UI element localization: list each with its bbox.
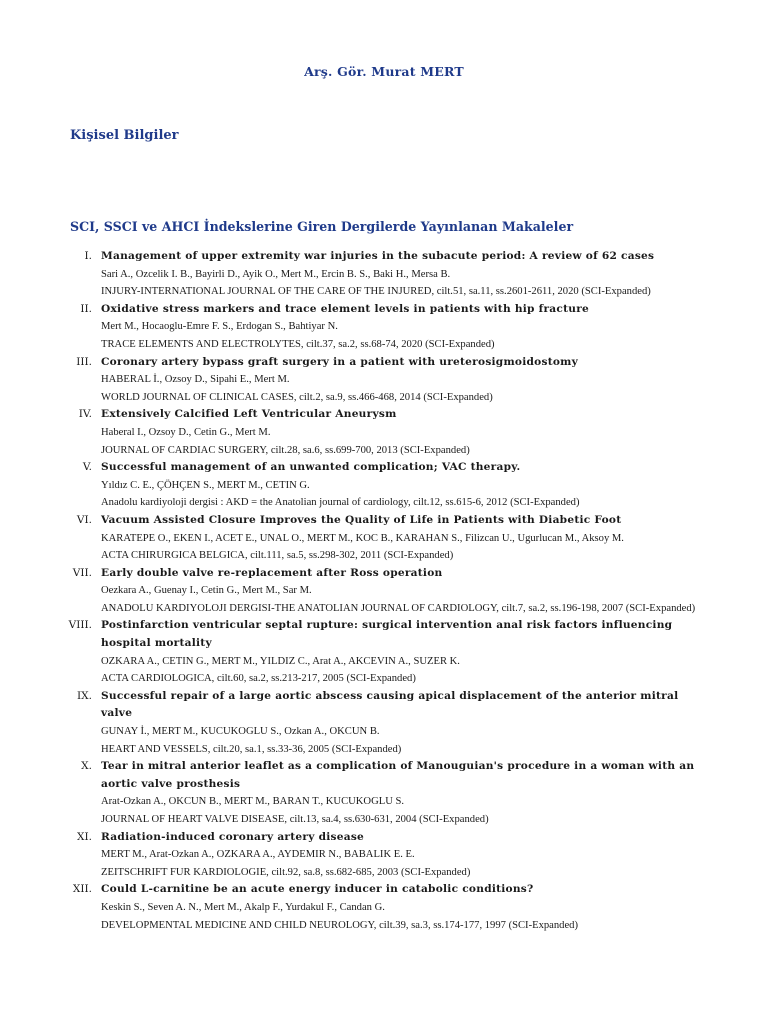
publication-item (0, 617, 768, 687)
publication-number: II. (80, 302, 92, 315)
publication-authors: Keskin S., Seven A. N., Mert M., Akalp F., Yurdakul F., Candan G. (101, 901, 385, 913)
publication-title: Postinfarction ventricular septal rupture: surgical intervention anal risk factors influencing hospital mortality (101, 619, 673, 650)
publication-journal: WORLD JOURNAL OF CLINICAL CASES, cilt.2, sa.9, ss.466-468, 2014 (SCI-Expanded) (101, 391, 493, 403)
publication-item (0, 301, 768, 354)
publication-authors: Haberal I., Ozsoy D., Cetin G., Mert M. (101, 426, 271, 438)
publication-title: Radiation-induced coronary artery disease (101, 830, 365, 843)
publication-list (0, 248, 768, 934)
publication-journal: ANADOLU KARDIYOLOJI DERGISI-THE ANATOLIAN JOURNAL OF CARDIOLOGY, cilt.7, sa.2, ss.196-198, 2007 (SCI-Expanded) (101, 602, 696, 614)
publication-journal: JOURNAL OF CARDIAC SURGERY, cilt.28, sa.6, ss.699-700, 2013 (SCI-Expanded) (101, 444, 470, 456)
person-name: Arş. Gör. Murat MERT (304, 64, 464, 79)
publication-item (0, 406, 768, 459)
publication-title: Management of upper extremity war injuries in the subacute period: A review of 62 cases (101, 250, 655, 262)
publication-number: V. (82, 461, 92, 474)
publication-title: Oxidative stress markers and trace element levels in patients with hip fracture (101, 302, 590, 315)
publication-title: Successful management of an unwanted complication; VAC therapy. (101, 461, 521, 474)
publication-journal: HEART AND VESSELS, cilt.20, sa.1, ss.33-36, 2005 (SCI-Expanded) (101, 743, 402, 755)
publication-journal: JOURNAL OF HEART VALVE DISEASE, cilt.13, sa.4, ss.630-631, 2004 (SCI-Expanded) (101, 814, 489, 825)
publication-authors: Oezkara A., Guenay I., Cetin G., Mert M., Sar M. (101, 585, 312, 597)
publication-item (0, 565, 768, 618)
articles-section-heading: SCI, SSCI ve AHCI İndekslerine Giren Dergilerde Yayınlanan Makaleler (70, 219, 574, 234)
publication-title: Coronary artery bypass graft surgery in a patient with ureterosigmoidostomy (101, 355, 579, 368)
publication-item (0, 758, 768, 828)
publication-journal: TRACE ELEMENTS AND ELECTROLYTES, cilt.37, sa.2, ss.68-74, 2020 (SCI-Expanded) (101, 338, 495, 350)
publication-item (0, 248, 768, 301)
publication-journal: Anadolu kardiyoloji dergisi : AKD = the Anatolian journal of cardiology, cilt.12, ss.615-6, 2012 (SCI-Expanded) (101, 497, 580, 509)
publication-number: XI. (77, 830, 92, 843)
publication-journal: ZEITSCHRIFT FUR KARDIOLOGIE, cilt.92, sa.8, ss.682-685, 2003 (SCI-Expanded) (101, 866, 471, 878)
publication-authors: OZKARA A., CETIN G., MERT M., YILDIZ C., Arat A., AKCEVIN A., SUZER K. (101, 655, 460, 667)
publication-item (0, 354, 768, 407)
publication-number: VI. (76, 513, 92, 526)
publication-authors: KARATEPE O., EKEN I., ACET E., UNAL O., MERT M., KOC B., KARAHAN S., Filizcan U., Ugurlucan M., Aksoy M. (101, 532, 624, 544)
publication-item (0, 881, 768, 934)
publication-journal: INJURY-INTERNATIONAL JOURNAL OF THE CARE OF THE INJURED, cilt.51, sa.11, ss.2601-2611, 2020 (SCI-Expanded) (101, 286, 651, 298)
publication-authors: GUNAY İ., MERT M., KUCUKOGLU S., Ozkan A., OKCUN B. (101, 726, 380, 738)
publication-item (0, 512, 768, 565)
publication-item (0, 459, 768, 512)
publication-title: Could L-carnitine be an acute energy inducer in catabolic conditions? (101, 883, 534, 896)
publication-number: X. (81, 760, 92, 773)
publication-title: Tear in mitral anterior leaflet as a complication of Manouguian's procedure in a woman with an aortic valve prosthesis (101, 760, 695, 790)
publication-number: IV. (78, 408, 92, 421)
publication-authors: HABERAL İ., Ozsoy D., Sipahi E., Mert M. (101, 374, 290, 386)
publication-journal: ACTA CARDIOLOGICA, cilt.60, sa.2, ss.213-217, 2005 (SCI-Expanded) (101, 673, 416, 685)
publication-number: I. (84, 250, 92, 262)
publication-title: Extensively Calcified Left Ventricular Aneurysm (101, 408, 397, 421)
publication-authors: MERT M., Arat-Ozkan A., OZKARA A., AYDEMIR N., BABALIK E. E. (101, 849, 415, 861)
publication-title: Vacuum Assisted Closure Improves the Quality of Life in Patients with Diabetic Foot (101, 513, 622, 526)
publication-number: IX. (77, 689, 92, 702)
personal-info-heading: Kişisel Bilgiler (70, 128, 179, 143)
publication-number: VII. (72, 566, 92, 579)
publication-item (0, 829, 768, 882)
publication-number: VIII. (68, 619, 92, 632)
publication-number: III. (76, 355, 92, 368)
publication-authors: Mert M., Hocaoglu-Emre F. S., Erdogan S., Bahtiyar N. (101, 321, 338, 333)
publication-number: XII. (72, 883, 92, 896)
publication-title: Successful repair of a large aortic abscess causing apical displacement of the anterior mitral valve (101, 689, 679, 720)
publication-authors: Sari A., Ozcelik I. B., Bayirli D., Ayik O., Mert M., Ercin B. S., Baki H., Mersa B. (101, 268, 451, 280)
publication-title: Early double valve re-replacement after Ross operation (101, 566, 443, 579)
publication-journal: DEVELOPMENTAL MEDICINE AND CHILD NEUROLOGY, cilt.39, sa.3, ss.174-177, 1997 (SCI-Expanded) (101, 919, 579, 931)
publication-journal: ACTA CHIRURGICA BELGICA, cilt.111, sa.5, ss.298-302, 2011 (SCI-Expanded) (101, 550, 454, 562)
publication-authors: Yıldız C. E., ÇÖHÇEN S., MERT M., CETIN G. (101, 479, 310, 491)
publication-authors: Arat-Ozkan A., OKCUN B., MERT M., BARAN T., KUCUKOGLU S. (101, 796, 405, 808)
publication-item (0, 688, 768, 758)
